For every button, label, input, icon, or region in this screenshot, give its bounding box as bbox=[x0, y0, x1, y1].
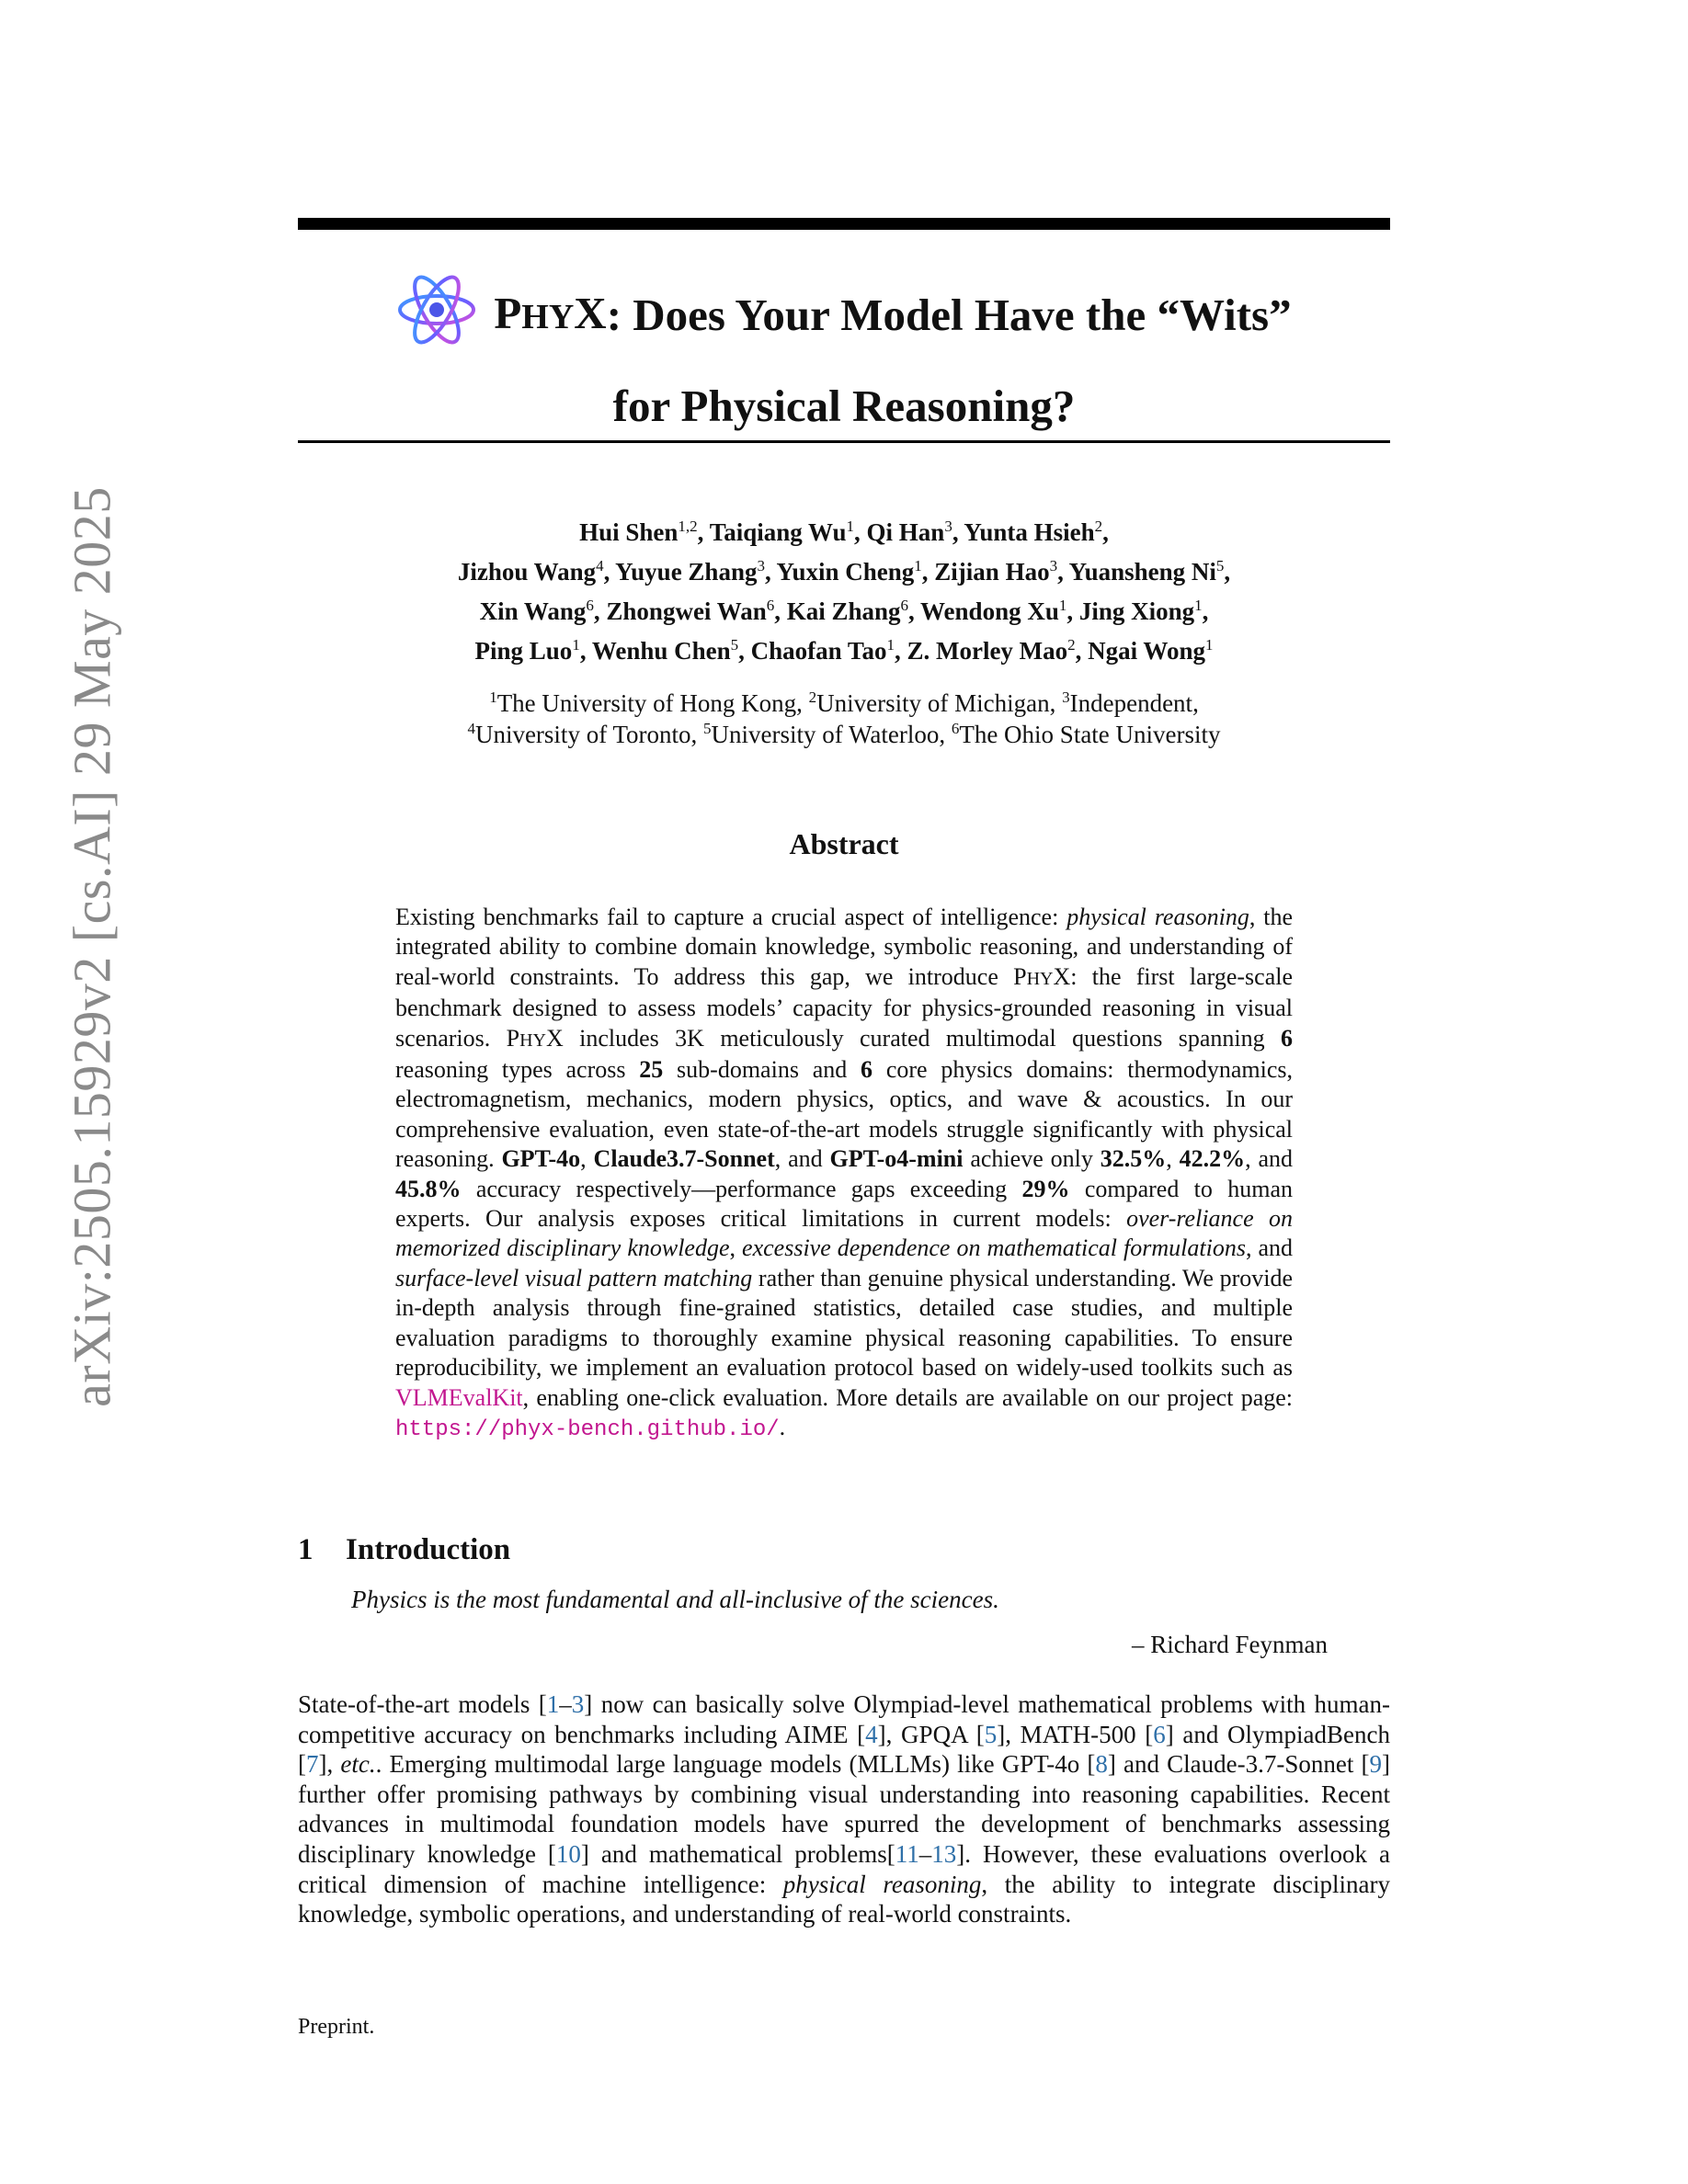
author-name: Xin Wang bbox=[479, 597, 587, 625]
text-run: ], GPQA [ bbox=[877, 1720, 985, 1748]
affiliation-line bbox=[298, 719, 1390, 750]
emphasis-text: physical reasoning bbox=[1066, 904, 1249, 930]
author-name: Jing Xiong bbox=[1078, 597, 1195, 625]
affiliation-number: 6 bbox=[951, 720, 960, 737]
atom-logo-icon bbox=[396, 267, 477, 353]
affiliation-name: The University of Hong Kong bbox=[496, 689, 797, 717]
author bbox=[458, 558, 615, 586]
text-run: ] and OlympiadBench [ bbox=[298, 1720, 1390, 1779]
citation-link[interactable]: 9 bbox=[1369, 1750, 1382, 1779]
title-line-1-text: : Does Your Model Have the “Wits” bbox=[606, 290, 1292, 340]
bold-text: 6 bbox=[1281, 1024, 1293, 1052]
citation-link[interactable]: 13 bbox=[931, 1839, 957, 1868]
citation-link[interactable]: 6 bbox=[1153, 1720, 1166, 1748]
author bbox=[606, 597, 786, 625]
affiliation-separator: , bbox=[1192, 689, 1199, 717]
text-run: ], bbox=[318, 1750, 341, 1779]
affiliation bbox=[952, 721, 1221, 748]
affiliation-line bbox=[298, 688, 1390, 719]
author-separator: , bbox=[854, 518, 867, 546]
author-affiliation-mark: 1 bbox=[1058, 597, 1067, 614]
affiliation-number: 5 bbox=[703, 720, 712, 737]
title-line-1 bbox=[396, 272, 1291, 358]
author-name: Wenhu Chen bbox=[591, 637, 731, 665]
author bbox=[615, 558, 776, 586]
text-run: compared to human experts. Our analysis exposes critical limitations in current models: bbox=[395, 1175, 1293, 1233]
affiliation-name: University of Michigan bbox=[816, 689, 1050, 717]
author-name: Jizhou Wang bbox=[457, 558, 597, 586]
author bbox=[920, 597, 1079, 625]
affiliation-number: 4 bbox=[467, 720, 475, 737]
footer-preprint-note: Preprint. bbox=[298, 2015, 375, 2039]
author bbox=[579, 518, 710, 546]
introduction-body bbox=[298, 1689, 1390, 1929]
emphasis-text: physical reasoning bbox=[782, 1870, 982, 1898]
author-affiliation-mark: 1 bbox=[1204, 636, 1214, 654]
text-run: , and bbox=[1245, 1145, 1293, 1173]
author-separator: , bbox=[1102, 518, 1109, 546]
author-affiliation-mark: 4 bbox=[596, 557, 604, 574]
author-affiliation-mark: 2 bbox=[1094, 518, 1103, 535]
bold-text: GPT-o4-mini bbox=[829, 1145, 964, 1173]
citation-link[interactable]: 8 bbox=[1095, 1750, 1108, 1779]
title-top-rule bbox=[298, 218, 1390, 230]
text-run: : the first large-scale benchmark designed to assess models’ capacity for physics-grounded reasoning in visual scenarios. bbox=[395, 962, 1294, 1052]
text-run: – bbox=[918, 1839, 932, 1868]
affiliation-number: 1 bbox=[489, 688, 497, 706]
bold-text: 32.5% bbox=[1100, 1145, 1167, 1173]
author bbox=[867, 518, 964, 546]
author-name: Z. Morley Mao bbox=[907, 637, 1068, 665]
author-name: Chaofan Tao bbox=[750, 637, 887, 665]
author-name: Hui Shen bbox=[579, 518, 679, 546]
author-separator: , bbox=[774, 597, 787, 625]
affiliation bbox=[809, 689, 1062, 717]
affiliation bbox=[467, 721, 703, 748]
abstract-paragraph bbox=[395, 903, 1293, 1445]
bold-text: GPT-4o bbox=[501, 1145, 581, 1173]
text-run: , bbox=[580, 1145, 594, 1173]
affiliation bbox=[489, 689, 808, 717]
author-separator: , bbox=[1224, 558, 1231, 586]
vlmevalkit-link[interactable]: VLMEvalKit bbox=[395, 1383, 523, 1411]
author-list bbox=[298, 513, 1390, 671]
text-run: Existing benchmarks fail to capture a crucial aspect of intelligence: bbox=[395, 904, 1067, 930]
author-affiliation-mark: 1 bbox=[1194, 597, 1203, 614]
citation-link[interactable]: 4 bbox=[865, 1720, 878, 1748]
citation-link[interactable]: 5 bbox=[984, 1720, 998, 1748]
affiliation-separator: , bbox=[796, 689, 809, 717]
author bbox=[480, 597, 607, 625]
text-run: accuracy respectively—performance gaps exceeding bbox=[461, 1175, 1022, 1202]
author-name: Wendong Xu bbox=[920, 597, 1059, 625]
author-affiliation-mark: 6 bbox=[586, 597, 594, 614]
author-name: Zijian Hao bbox=[934, 558, 1050, 586]
citation-link[interactable]: 3 bbox=[571, 1690, 585, 1718]
author bbox=[475, 637, 592, 665]
text-run: ] now can basically solve Olympiad-level mathematical problems with human-competitive accuracy on benchmarks including AIME [ bbox=[298, 1690, 1390, 1748]
author-affiliation-mark: 1 bbox=[846, 518, 855, 535]
author-affiliation-mark: 1 bbox=[886, 636, 895, 654]
author-name: Ngai Wong bbox=[1088, 637, 1205, 665]
author-affiliation-mark: 6 bbox=[900, 597, 909, 614]
author-affiliation-mark: 3 bbox=[1049, 557, 1058, 574]
author-separator: , bbox=[894, 637, 907, 665]
affiliation bbox=[703, 721, 952, 748]
epigraph-attribution: – Richard Feynman bbox=[1132, 1631, 1328, 1658]
author-separator: , bbox=[579, 637, 592, 665]
text-run: ] and Claude-3.7-Sonnet [ bbox=[1107, 1750, 1370, 1779]
affiliation-separator: , bbox=[690, 721, 704, 748]
text-run: , bbox=[729, 1234, 743, 1262]
bold-text: 42.2% bbox=[1179, 1145, 1246, 1173]
author-name: Yuyue Zhang bbox=[615, 558, 758, 586]
title-bottom-rule bbox=[298, 440, 1390, 443]
epigraph-quote: Physics is the most fundamental and all-inclusive of the sciences. bbox=[351, 1586, 999, 1613]
author-line bbox=[298, 592, 1390, 631]
text-run: includes 3K meticulously curated multimodal questions spanning bbox=[563, 1024, 1281, 1052]
author bbox=[907, 637, 1088, 665]
citation-link[interactable]: 7 bbox=[306, 1750, 319, 1779]
text-run: , enabling one-click evaluation. More details are available on our project page: bbox=[522, 1383, 1293, 1411]
text-run: ] and mathematical problems[ bbox=[580, 1839, 895, 1868]
citation-link[interactable]: 11 bbox=[895, 1839, 919, 1868]
author bbox=[787, 597, 920, 625]
text-run: , bbox=[1166, 1145, 1180, 1173]
author bbox=[592, 637, 751, 665]
benchmark-name-smallcaps: PHYX bbox=[1013, 962, 1071, 990]
bold-text: 29% bbox=[1021, 1175, 1070, 1202]
affiliation-number: 3 bbox=[1062, 688, 1070, 706]
text-run: . Emerging multimodal large language models (MLLMs) like GPT-4o [ bbox=[375, 1750, 1096, 1779]
text-run: ]. However, these evaluations overlook a critical dimension of machine intelligence: bbox=[298, 1839, 1390, 1898]
author-separator: , bbox=[1057, 558, 1069, 586]
affiliation-name: University of Waterloo bbox=[711, 721, 940, 748]
text-run: State-of-the-art models [ bbox=[298, 1690, 547, 1718]
bold-text: Claude3.7-Sonnet bbox=[593, 1145, 775, 1173]
title-line-2: for Physical Reasoning? bbox=[612, 381, 1076, 431]
citation-link[interactable]: 10 bbox=[555, 1839, 581, 1868]
section-heading-introduction bbox=[298, 1533, 510, 1567]
author-name: Yuansheng Ni bbox=[1068, 558, 1216, 586]
affiliation-number: 2 bbox=[808, 688, 817, 706]
author-name: Taiqiang Wu bbox=[709, 518, 847, 546]
author bbox=[964, 518, 1109, 546]
author-name: Yunta Hsieh bbox=[964, 518, 1095, 546]
author bbox=[776, 558, 934, 586]
paper-title bbox=[298, 272, 1390, 438]
text-run: , and bbox=[1245, 1234, 1293, 1262]
author-affiliation-mark: 1,2 bbox=[678, 518, 698, 535]
author-separator: , bbox=[1066, 597, 1079, 625]
text-run: , the integrated ability to combine domain knowledge, symbolic reasoning, and understanding of real-world constraints. To address this gap, we introduce bbox=[395, 904, 1294, 990]
author-affiliation-mark: 3 bbox=[757, 557, 765, 574]
emphasis-text: excessive dependence on mathematical formulations bbox=[742, 1234, 1246, 1262]
author-separator: , bbox=[952, 518, 964, 546]
author-name: Ping Luo bbox=[474, 637, 573, 665]
text-run: achieve only bbox=[963, 1145, 1101, 1173]
abstract-heading: Abstract bbox=[789, 827, 899, 860]
author bbox=[934, 558, 1068, 586]
author-affiliation-mark: 6 bbox=[766, 597, 775, 614]
section-title: Introduction bbox=[346, 1533, 511, 1566]
affiliation-name: The Ohio State University bbox=[959, 721, 1221, 748]
emphasis-text: etc. bbox=[340, 1750, 376, 1779]
bold-text: 6 bbox=[861, 1056, 873, 1084]
author-separator: , bbox=[593, 597, 607, 625]
text-run: reasoning types across bbox=[395, 1056, 640, 1084]
author-separator: , bbox=[1202, 597, 1209, 625]
author bbox=[751, 637, 907, 665]
author-affiliation-mark: 3 bbox=[944, 518, 952, 535]
project-page-link[interactable]: https://phyx-bench.github.io/ bbox=[395, 1416, 780, 1442]
author-name: Qi Han bbox=[866, 518, 945, 546]
author-name: Kai Zhang bbox=[786, 597, 901, 625]
author-affiliation-mark: 5 bbox=[1215, 557, 1225, 574]
text-run: core physics domains: thermodynamics, electromagnetism, mechanics, modern physics, optics, and wave & acoustics. In our comprehensive evaluation, even state-of-the-art models struggle significantly with physical reasoning. bbox=[395, 1056, 1294, 1173]
author-line bbox=[298, 631, 1390, 671]
text-run: sub-domains and bbox=[663, 1056, 861, 1084]
title-name: PHYX bbox=[494, 288, 607, 338]
section-number: 1 bbox=[298, 1533, 314, 1566]
author-line bbox=[298, 552, 1390, 592]
author-affiliation-mark: 5 bbox=[730, 636, 739, 654]
author bbox=[1079, 597, 1209, 625]
author-name: Yuxin Cheng bbox=[776, 558, 915, 586]
affiliation-list bbox=[298, 688, 1390, 750]
author bbox=[1069, 558, 1231, 586]
bold-text: 25 bbox=[639, 1056, 664, 1084]
text-run: ] further offer promising pathways by combining visual understanding into reasoning capabilities. Recent advances in multimodal foundation models have spurred the development of benchmarks assessing disciplinary knowledge [ bbox=[298, 1750, 1390, 1868]
author-affiliation-mark: 2 bbox=[1067, 636, 1076, 654]
text-run: , the ability to integrate disciplinary knowledge, symbolic operations, and understanding of real-world constraints. bbox=[298, 1870, 1390, 1928]
benchmark-name-smallcaps: PHYX bbox=[506, 1024, 564, 1052]
text-run: – bbox=[559, 1690, 572, 1718]
text-run: . bbox=[779, 1413, 786, 1440]
author-separator: , bbox=[921, 558, 935, 586]
author bbox=[1088, 637, 1213, 665]
author-affiliation-mark: 1 bbox=[914, 557, 922, 574]
arxiv-side-stamp: arXiv:2505.15929v2 [cs.AI] 29 May 2025 bbox=[62, 486, 122, 1407]
affiliation-name: Independent bbox=[1069, 689, 1193, 717]
affiliation bbox=[1062, 689, 1199, 717]
text-run: rather than genuine physical understanding. We provide in-depth analysis through fine-grained statistics, detailed case studies, and multiple evaluation paradigms to thoroughly examine physical reasoning capabilities. To ensure reproducibility, we implement an evaluation protocol based on widely-used toolkits such as bbox=[395, 1264, 1293, 1382]
emphasis-text: over-reliance on memorized disciplinary knowledge bbox=[395, 1205, 1293, 1262]
author-name: Zhongwei Wan bbox=[606, 597, 767, 625]
affiliation-separator: , bbox=[939, 721, 952, 748]
emphasis-text: surface-level visual pattern matching bbox=[395, 1264, 753, 1291]
introduction-paragraph bbox=[298, 1689, 1390, 1929]
abstract-body bbox=[395, 903, 1293, 1445]
author-separator: , bbox=[697, 518, 710, 546]
author bbox=[710, 518, 867, 546]
citation-link[interactable]: 1 bbox=[546, 1690, 560, 1718]
text-run: , and bbox=[774, 1145, 830, 1173]
author-separator: , bbox=[764, 558, 777, 586]
bold-text: 45.8% bbox=[395, 1175, 462, 1202]
affiliation-name: University of Toronto bbox=[474, 721, 691, 748]
author-affiliation-mark: 1 bbox=[572, 636, 580, 654]
author-separator: , bbox=[908, 597, 921, 625]
affiliation-separator: , bbox=[1049, 689, 1063, 717]
author-separator: , bbox=[738, 637, 751, 665]
author-separator: , bbox=[603, 558, 616, 586]
text-run: ], MATH-500 [ bbox=[997, 1720, 1154, 1748]
author-separator: , bbox=[1075, 637, 1089, 665]
author-line bbox=[298, 513, 1390, 552]
